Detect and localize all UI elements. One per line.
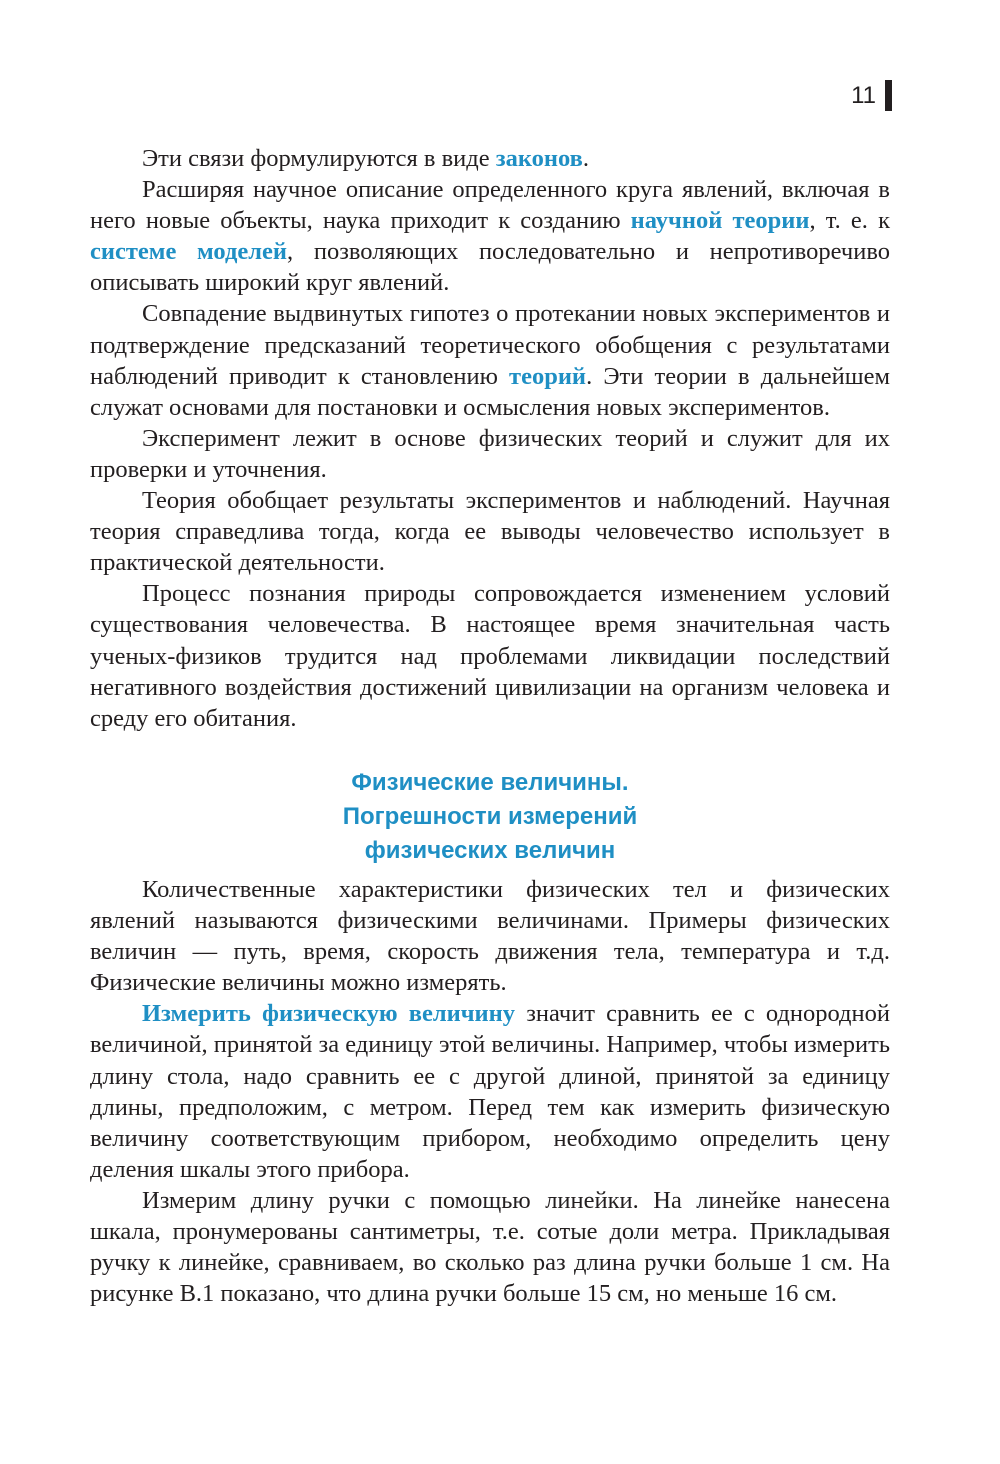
- term-measure-quantity: Измерить физическую величину: [142, 1000, 516, 1028]
- heading-line-1: Физические величины.: [351, 769, 629, 796]
- paragraph-experiment: Эксперимент лежит в основе физических теорий и служит для их проверки и уточнения.: [90, 424, 890, 483]
- top-text-section: [90, 143, 890, 734]
- paragraph-text: , позволяющих последовательно и непротиворечиво описывать широкий круг явлений.: [90, 238, 891, 297]
- paragraph-text: , т. е. к: [809, 207, 890, 235]
- heading-line-2: Погрешности измерений: [342, 803, 638, 830]
- term-theories: теорий: [509, 362, 587, 390]
- paragraph-ruler-example: Измерим длину ручки с помощью линейки. На линейке нанесена шкала, пронумерованы сантиметры, т.е. сотые доли метра. Прикладывая ручку к линейке, сравниваем, во сколько раз длина ручки больше 1 см. На рисунке В.1 показано, что длина ручки больше 15 см, но меньше 16 см.: [90, 1186, 890, 1308]
- paragraph-physical-quantities: Количественные характеристики физических тел и физических явлений называются физическими величинами. Примеры физических величин — путь, время, скорость движения тела, температура и т.д. Физические величины можно измерять.: [90, 876, 890, 997]
- heading-line-3: физических величин: [364, 837, 616, 864]
- paragraph-text: Эти связи формулируются в виде: [142, 145, 496, 172]
- paragraph-theory-generalizes: Теория обобщает результаты экспериментов и наблюдений. Научная теория справедлива тогда, когда ее выводы человечество использует в практической деятельности.: [90, 487, 890, 577]
- term-model-system: системе моделей: [90, 238, 287, 266]
- term-laws: законов: [495, 145, 583, 172]
- paragraph-measure-definition: [90, 998, 890, 1185]
- term-scientific-theory: научной теории: [630, 207, 810, 235]
- paragraph-text: значит сравнить ее с однородной величиной, принятой за единицу этой величины. Например, чтобы измерить длину стола, надо сравнить ее с другой длиной, принятой за единицу длины, предположим, с метром. Перед тем как измерить физическую величину соответствующим прибором, необходимо определить цену деления шкалы этого прибора.: [90, 1000, 890, 1183]
- section-heading: [90, 766, 890, 868]
- paragraph-text: . Эти теории в дальнейшем служат основами для постановки и осмысления новых экспериментов.: [90, 362, 890, 421]
- bottom-text-section: [90, 874, 890, 1309]
- paragraph-cognition-process: Процесс познания природы сопровождается изменением условий существования человечества. В настоящее время значительная часть ученых-физиков трудится над проблемами ликвидации последствий негативного воздействия достижений цивилизации на организм человека и среду его обитания.: [90, 580, 890, 732]
- paragraph-laws: [90, 143, 890, 174]
- page-number: 11: [851, 82, 876, 109]
- paragraph-theories: [90, 298, 890, 422]
- paragraph-text: Расширяя научное описание определенного круга явлений, включая в него новые объекты, наука приходит к созданию: [90, 176, 890, 235]
- page-number-bar: [885, 80, 892, 111]
- paragraph-scientific-theory: [90, 174, 890, 298]
- paragraph-text: .: [582, 145, 589, 172]
- paragraph-text: Совпадение выдвинутых гипотез о протекании новых экспериментов и подтверждение предсказаний теоретического обобщения с результатами наблюдений приводит к становлению: [90, 300, 890, 390]
